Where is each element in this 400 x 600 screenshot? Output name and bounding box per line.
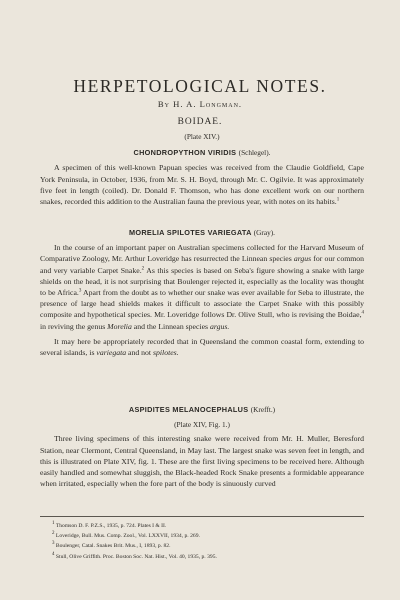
species-name: CHONDROPYTHON VIRIDIS: [133, 148, 237, 158]
footnote-number: 3: [52, 541, 55, 547]
text-run: As this species is based on Seba's figure showing a snake with large shields on the head, it is not surprising that Boulenger rejected it, especially as the locality was thought to be Africa.: [40, 265, 365, 298]
footnote-ref[interactable]: 2: [141, 266, 145, 272]
paragraph-text: A specimen of this well-known Papuan species was received from the Claudie Goldfield, Cape York Peninsula, in October, 1936, from Mr. S. H. Boyd, through Mr. C. Ogilvie. It was approximately five feet in length (coiled). Dr. Donald F. Thomson, who has done excellent work on our northern snakes, recorded this addition to the Australian fauna the previous year, with notes on its habits.: [40, 163, 364, 207]
italic-term: Morelia: [107, 321, 132, 331]
text-run: It may here be appropriately recorded that in Queensland the common coastal form, extending to several islands, is: [40, 336, 364, 358]
section-morelia: [40, 222, 364, 358]
article-title: HERPETOLOGICAL NOTES.: [73, 76, 327, 96]
species-author: (Gray).: [253, 228, 275, 237]
footnote-number: 1: [52, 521, 55, 527]
footnote: [52, 531, 364, 541]
footnote-text: Loveridge, Bull. Mus. Comp. Zool., Vol. LXXVII, 1934, p. 269.: [55, 533, 200, 540]
species-name: ASPIDITES MELANOCEPHALUS: [128, 405, 249, 414]
section-chondropython: [40, 131, 364, 207]
footnote-divider: [40, 516, 364, 517]
footnote: [52, 552, 364, 562]
footnote-ref[interactable]: 1: [336, 197, 340, 203]
italic-term: argus.: [209, 321, 230, 331]
section-aspidites: [40, 404, 364, 489]
author-byline: By H. A. Longman.: [157, 99, 243, 109]
footnote-text: Thomson D. F. P.Z.S., 1935, p. 724. Plates I & II.: [55, 523, 167, 529]
family-heading: BOIDAE.: [177, 117, 223, 127]
paragraph: [40, 242, 364, 332]
paragraph: [40, 336, 364, 358]
text-run: and not: [126, 348, 154, 358]
paragraph: [40, 433, 364, 489]
text-run: Apart from the doubt as to whether our snake was ever available for Seba to illustrate, the presence of large head shields makes it difficult to associate the Carpet Snake with this possibly composite and hypothetical species. Mr. Loveridge follows Dr. Olive Stull, who is revising the Boidae,: [40, 288, 364, 320]
footnote-text: Boulenger, Catal. Snakes Brit. Mus., I, 1893, p. 82.: [55, 543, 171, 550]
footnote: [52, 541, 364, 551]
footnote-ref[interactable]: 3: [78, 288, 82, 294]
species-author: (Krefft.): [250, 405, 276, 414]
italic-term: spilotes.: [153, 348, 179, 358]
species-heading: [40, 147, 364, 158]
species-heading: [40, 227, 364, 238]
species-author: (Schlegel).: [238, 148, 271, 158]
species-heading: [40, 404, 364, 415]
text-run: in reviving the genus: [40, 321, 108, 331]
footnote-number: 4: [52, 551, 55, 557]
footnote: [52, 521, 364, 531]
italic-term: argus: [293, 254, 312, 264]
paragraph-text: Three living specimens of this interesting snake were received from Mr. H. Muller, Beresford Station, near Clermont, Central Queensland, in May last. The largest snake was seven feet in length, and this is illustrated on Plate XIV, fig. 1. These are the first living specimens to be received here. Although easily handled and somewhat sluggish, the Black-headed Rock Snake presents a formidable appearance when irritated, especially when the fore part of the body is sinuously curved: [40, 434, 364, 489]
text-run: In the course of an important paper on Australian specimens collected for the Harvard Museum of Comparative Zoology, Mr. Arthur Loveridge has resurrected the Linnean species: [40, 243, 364, 264]
footnote-ref[interactable]: 4: [361, 310, 364, 316]
text-run: for our common and very variable Carpet Snake.: [40, 254, 365, 275]
plate-reference: (Plate XIV.): [184, 132, 220, 141]
plate-reference: (Plate XIV, Fig. 1.): [174, 420, 230, 430]
footnotes: [52, 521, 364, 562]
italic-term: variegata: [96, 348, 127, 358]
text-run: and the Linnean species: [131, 321, 210, 331]
species-name: MORELIA SPILOTES VARIEGATA: [129, 228, 252, 237]
footnote-text: Stull, Olive Griffith. Proc. Boston Soc. Nat. Hist., Vol. 40, 1935, p. 395.: [55, 553, 217, 560]
paragraph: [40, 162, 364, 207]
footnote-number: 2: [52, 531, 55, 537]
